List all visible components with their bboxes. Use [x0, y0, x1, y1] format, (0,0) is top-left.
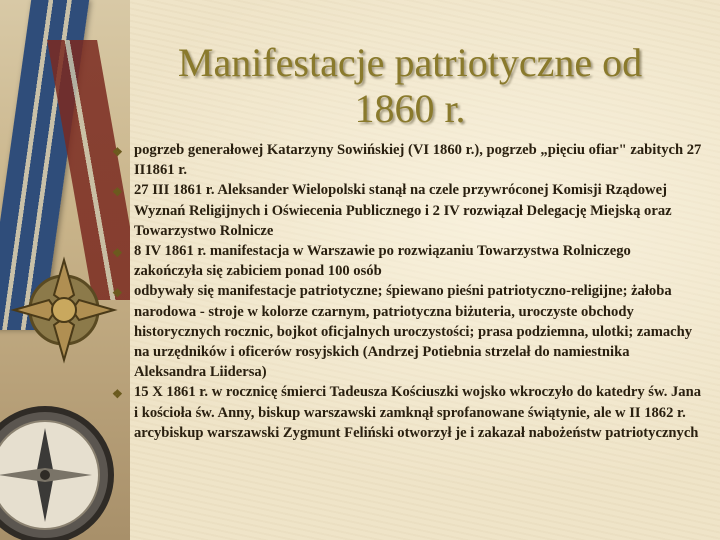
decorative-photo-strip: [0, 0, 130, 540]
list-item: [112, 140, 702, 180]
list-item: [112, 180, 702, 241]
title-line-1: Manifestacje patriotyczne od: [177, 40, 643, 85]
slide-title: [130, 40, 690, 132]
medal-icon: [4, 250, 124, 370]
bullet-text: 15 X 1861 r. w rocznicę śmierci Tadeusza Kościuszki wojsko wkroczyło do katedry św. Jana i kościoła św. Anny, biskup warszawski zamknął sprofanowane świątynie, ale w II 1862 r. arcybiskup warszawski Zygmunt Feliński otworzył je i zakazał nabożeństw patriotycznych: [134, 384, 702, 441]
list-item: [112, 382, 702, 443]
compass-icon: [0, 400, 120, 540]
diamond-bullet-icon: ❖: [112, 246, 123, 261]
list-item: [112, 281, 702, 382]
bullet-text: odbywały się manifestacje patriotyczne; śpiewano pieśni patriotyczno-religijne; żałoba narodowa - stroje w kolorze czarnym, patriotyczna biżuteria, uroczyste obchody historycznych rocznic, bojkot oficjalnych uroczystości; prasa podziemna, ulotki; zamachy na urzędników i oficerów rosyjskich (Andrzej Potiebnia strzelał do namiestnika Aleksandra Liidersa): [134, 283, 693, 381]
diamond-bullet-icon: ❖: [112, 387, 123, 402]
diamond-bullet-icon: ❖: [112, 286, 123, 301]
bullet-list: [112, 140, 702, 443]
bullet-text: 8 IV 1861 r. manifestacja w Warszawie po rozwiązaniu Towarzystwa Rolniczego zakończyła się zabiciem ponad 100 osób: [134, 243, 631, 280]
bullet-text: pogrzeb generałowej Katarzyny Sowińskiej (VI 1860 r.), pogrzeb „pięciu ofiar" zabitych 27 II1861 r.: [134, 142, 702, 179]
title-line-2: 1860 r.: [354, 86, 466, 131]
diamond-bullet-icon: ❖: [112, 145, 123, 159]
list-item: [112, 241, 702, 281]
diamond-bullet-icon: ❖: [112, 185, 123, 200]
bullet-text: 27 III 1861 r. Aleksander Wielopolski stanął na czele przywróconej Komisji Rządowej Wyznań Religijnych i Oświecenia Publicznego i 2 IV rozwiązał Delegację Miejską oraz Towarzystwo Rolnicze: [134, 182, 672, 239]
